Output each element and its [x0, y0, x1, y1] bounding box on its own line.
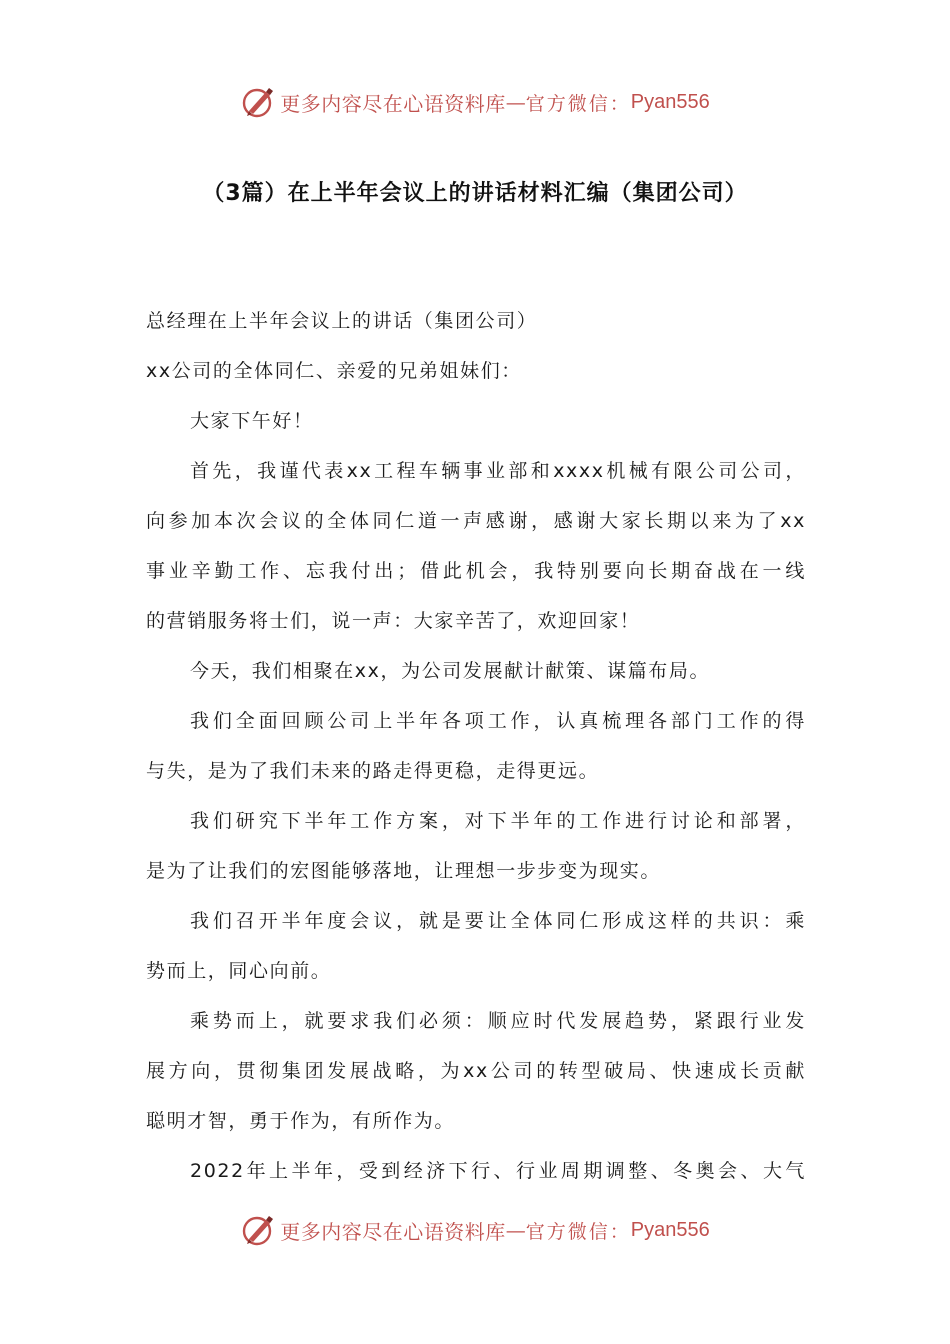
watermark-wechat-label: 官方微信：: [525, 92, 631, 115]
document-title: （3篇）在上半年会议上的讲话材料汇编（集团公司）: [202, 181, 748, 206]
pen-logo-icon: [240, 84, 276, 120]
text-line: 2022年上半年，受到经济下行、行业周期调整、冬奥会、大气: [190, 1160, 806, 1182]
watermark-dash: —: [505, 1218, 526, 1242]
watermark-text: 更多内容尽在心语资料库: [280, 91, 506, 116]
watermark-dash: —: [505, 90, 526, 114]
text-line: 大家下午好！: [190, 410, 314, 432]
pen-logo-icon: [240, 1212, 276, 1248]
text-line: 向参加本次会议的全体同仁道一声感谢，感谢大家长期以来为了xx: [146, 510, 806, 532]
watermark-text: 更多内容尽在心语资料库: [280, 1219, 506, 1244]
text-line: 聪明才智，勇于作为，有所作为。: [146, 1110, 456, 1132]
text-line: 首先，我谨代表xx工程车辆事业部和xxxx机械有限公司公司，: [190, 460, 806, 482]
text-line: 的营销服务将士们，说一声：大家辛苦了，欢迎回家！: [146, 610, 641, 632]
watermark-banner-top: [0, 80, 950, 124]
speech-heading: 总经理在上半年会议上的讲话（集团公司）: [146, 310, 538, 332]
salutation: xx公司的全体同仁、亲爱的兄弟姐妹们：: [146, 360, 522, 382]
text-line: 与失，是为了我们未来的路走得更稳，走得更远。: [146, 760, 600, 782]
text-line: 我们召开半年度会议，就是要让全体同仁形成这样的共识：乘: [190, 910, 806, 932]
watermark-wechat-label: 官方微信：: [525, 1220, 631, 1243]
text-line: 我们全面回顾公司上半年各项工作，认真梳理各部门工作的得: [190, 710, 806, 732]
watermark-banner-bottom: [0, 1208, 950, 1252]
text-line: 势而上，同心向前。: [146, 960, 332, 982]
document-body: [146, 296, 806, 1196]
watermark-wechat-id: Pyan556: [630, 90, 710, 113]
text-line: 乘势而上，就要求我们必须：顺应时代发展趋势，紧跟行业发: [190, 1010, 806, 1032]
text-line: 今天，我们相聚在xx，为公司发展献计献策、谋篇布局。: [190, 660, 711, 682]
text-line: 是为了让我们的宏图能够落地，让理想一步步变为现实。: [146, 860, 662, 882]
text-line: 展方向，贯彻集团发展战略，为xx公司的转型破局、快速成长贡献: [146, 1060, 806, 1082]
text-line: 我们研究下半年工作方案，对下半年的工作进行讨论和部署，: [190, 810, 806, 832]
text-line: 事业辛勤工作、忘我付出；借此机会，我特别要向长期奋战在一线: [146, 560, 806, 582]
watermark-wechat-id: Pyan556: [630, 1218, 710, 1241]
